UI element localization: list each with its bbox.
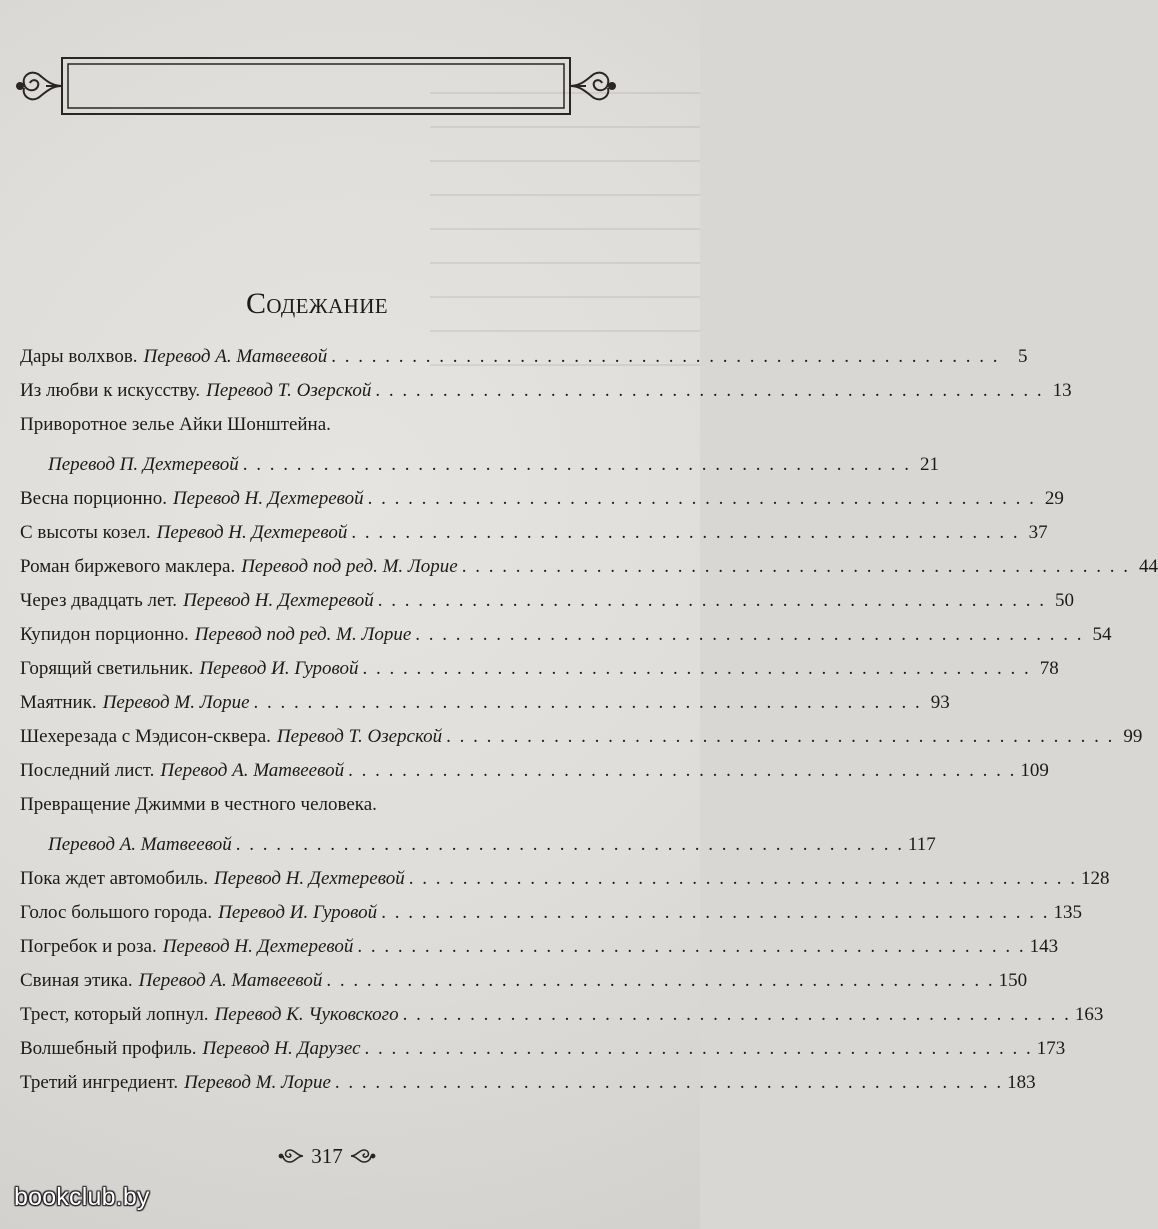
toc-entry[interactable] bbox=[20, 584, 1075, 618]
toc-entry[interactable] bbox=[20, 652, 1059, 686]
leader-dots: . . . . . . . . . . . . . . . . . . . . . . . . . . . . . . . . . . . . . . . . . . . . . . . . . . bbox=[402, 1004, 1071, 1025]
toc-entry-translator: Перевод А. Матвеевой bbox=[138, 970, 323, 991]
leader-dots: . . . . . . . . . . . . . . . . . . . . . . . . . . . . . . . . . . . . . . . . . . . . . . . . . . bbox=[364, 1038, 1033, 1059]
toc-entry-continuation[interactable] bbox=[20, 448, 939, 482]
leader-dots: . . . . . . . . . . . . . . . . . . . . . . . . . . . . . . . . . . . . . . . . . . . . . . . . . . bbox=[357, 936, 1026, 957]
toc-entry-translator: Перевод Т. Озерской bbox=[206, 380, 372, 401]
toc-entry-title: Погребок и роза. bbox=[20, 936, 157, 957]
toc-entry-translator: Перевод Т. Озерской bbox=[276, 726, 443, 747]
toc-entry-title: Роман биржевого маклера. bbox=[20, 556, 236, 577]
toc-entry-translator: Перевод Н. Дехтеревой bbox=[162, 936, 354, 957]
toc-entry-page: 117 bbox=[907, 834, 936, 855]
toc-entry-page: 13 bbox=[1052, 380, 1072, 401]
leader-dots: . . . . . . . . . . . . . . . . . . . . . . . . . . . . . . . . . . . . . . . . . . . . . . . . . . bbox=[381, 902, 1050, 923]
leader-dots: . . . . . . . . . . . . . . . . . . . . . . . . . . . . . . . . . . . . . . . . . . . . . . . . . . bbox=[415, 624, 1084, 645]
leader-dots: . . . . . . . . . . . . . . . . . . . . . . . . . . . . . . . . . . . . . . . . . . . . . . . . . . bbox=[408, 868, 1077, 889]
toc-entry-page: 183 bbox=[1007, 1072, 1036, 1093]
toc-entry-page: 54 bbox=[1092, 624, 1112, 645]
toc-entry-title: Пока ждет автомобиль. bbox=[20, 868, 209, 889]
toc-entry-title: Трест, который лопнул. bbox=[20, 1004, 209, 1025]
toc-entry[interactable] bbox=[20, 720, 1143, 754]
toc-entry-page: 21 bbox=[919, 454, 939, 475]
toc-entry-translator: Перевод М. Лорие bbox=[102, 692, 250, 713]
toc-entry-page: 50 bbox=[1055, 590, 1075, 611]
toc-entry[interactable] bbox=[20, 482, 1064, 516]
leader-dots: . . . . . . . . . . . . . . . . . . . . . . . . . . . . . . . . . . . . . . . . . . . . . . . . . . bbox=[331, 346, 1000, 367]
toc-entry-title: Через двадцать лет. bbox=[20, 590, 178, 611]
toc-entry-page: 99 bbox=[1123, 726, 1143, 747]
toc-entry-translator: Перевод под ред. М. Лорие bbox=[241, 556, 458, 577]
leader-dots: . . . . . . . . . . . . . . . . . . . . . . . . . . . . . . . . . . . . . . . . . . . . . . . . . . bbox=[326, 970, 995, 991]
toc-entry[interactable] bbox=[20, 964, 1028, 998]
toc-entry-translator: Перевод П. Дехтеревой bbox=[48, 454, 239, 475]
toc-entry-title: Из любви к искусству. bbox=[20, 380, 201, 401]
toc-entry[interactable] bbox=[20, 1032, 1066, 1066]
toc-entry-title: Свиная этика. bbox=[20, 970, 133, 991]
toc-entry-translator: Перевод Н. Дехтеревой bbox=[156, 522, 348, 543]
left-flourish-icon bbox=[279, 1146, 305, 1166]
leader-dots: . . . . . . . . . . . . . . . . . . . . . . . . . . . . . . . . . . . . . . . . . . . . . . . . . . bbox=[351, 522, 1020, 543]
toc-entry-title: Приворотное зелье Айки Шонштейна. bbox=[20, 414, 331, 435]
page-title: Содежание bbox=[245, 287, 389, 320]
toc-entry-page: 78 bbox=[1039, 658, 1059, 679]
page-number: 317 bbox=[311, 1143, 343, 1168]
leader-dots: . . . . . . . . . . . . . . . . . . . . . . . . . . . . . . . . . . . . . . . . . . . . . . . . . . bbox=[242, 454, 911, 475]
toc-entry-translator: Перевод А. Матвеевой bbox=[48, 834, 232, 855]
toc-entry-translator: Перевод А. Матвеевой bbox=[160, 760, 345, 781]
leader-dots: . . . . . . . . . . . . . . . . . . . . . . . . . . . . . . . . . . . . . . . . . . . . . . . . . . bbox=[375, 380, 1044, 401]
toc-entry-title: Третий ингредиент. bbox=[20, 1072, 179, 1093]
toc-entry-page: 5 bbox=[1018, 346, 1028, 367]
toc-entry[interactable] bbox=[20, 896, 1082, 930]
toc-entry[interactable] bbox=[20, 930, 1059, 964]
toc-entry-page: 163 bbox=[1074, 1004, 1104, 1025]
toc-entry-title: Шехерезада с Мэдисон-сквера. bbox=[20, 726, 271, 747]
toc-entry-title: Купидон порционно. bbox=[20, 624, 189, 645]
leader-dots: . . . . . . . . . . . . . . . . . . . . . . . . . . . . . . . . . . . . . . . . . . . . . . . . . . bbox=[367, 488, 1036, 509]
toc-entry-translator: Перевод И. Гуровой bbox=[199, 658, 359, 679]
toc-entry-page: 143 bbox=[1029, 936, 1059, 957]
toc-entry-title: Маятник. bbox=[20, 692, 97, 713]
toc-entry[interactable] bbox=[20, 754, 1049, 788]
toc-entry-title: Волшебный профиль. bbox=[20, 1038, 197, 1059]
toc-entry-continuation[interactable] bbox=[20, 828, 936, 862]
toc-entry[interactable] bbox=[20, 862, 1110, 896]
toc-entry[interactable] bbox=[20, 408, 628, 448]
toc-entry-page: 135 bbox=[1053, 902, 1082, 923]
toc-entry-page: 109 bbox=[1020, 760, 1049, 781]
toc-entry-title: Последний лист. bbox=[20, 760, 155, 781]
toc-entry-translator: Перевод И. Гуровой bbox=[218, 902, 378, 923]
leader-dots: . . . . . . . . . . . . . . . . . . . . . . . . . . . . . . . . . . . . . . . . . . . . . . . . . . bbox=[377, 590, 1047, 611]
toc-entry-title: Горящий светильник. bbox=[20, 658, 194, 679]
toc-entry[interactable] bbox=[20, 788, 628, 828]
toc-entry-translator: Перевод Н. Дехтеревой bbox=[172, 488, 364, 509]
table-of-contents bbox=[20, 340, 1158, 1100]
leader-dots: . . . . . . . . . . . . . . . . . . . . . . . . . . . . . . . . . . . . . . . . . . . . . . . . . . bbox=[334, 1072, 1004, 1093]
toc-entry-title: Дары волхвов. bbox=[20, 346, 138, 367]
toc-entry-translator: Перевод М. Лорие bbox=[184, 1072, 331, 1093]
toc-entry-page: 128 bbox=[1080, 868, 1110, 889]
toc-entry[interactable] bbox=[20, 1066, 1036, 1100]
leader-dots: . . . . . . . . . . . . . . . . . . . . . . . . . . . . . . . . . . . . . . . . . . . . . . . . . . bbox=[446, 726, 1115, 747]
toc-entry-translator: Перевод Н. Дарузес bbox=[202, 1038, 361, 1059]
toc-entry[interactable] bbox=[20, 374, 1072, 408]
toc-entry-title: Голос большого города. bbox=[20, 902, 213, 923]
toc-entry-title: Превращение Джимми в честного человека. bbox=[20, 794, 377, 815]
toc-entry-translator: Перевод К. Чуковского bbox=[214, 1004, 399, 1025]
toc-entry-translator: Перевод под ред. М. Лорие bbox=[194, 624, 412, 645]
toc-entry[interactable] bbox=[20, 516, 1048, 550]
toc-entry-translator: Перевод Н. Дехтеревой bbox=[214, 868, 405, 889]
toc-entry[interactable] bbox=[20, 618, 1112, 652]
toc-entry-page: 93 bbox=[930, 692, 950, 713]
leader-dots: . . . . . . . . . . . . . . . . . . . . . . . . . . . . . . . . . . . . . . . . . . . . . . . . . . bbox=[235, 834, 904, 855]
toc-entry[interactable] bbox=[20, 340, 1028, 374]
toc-entry-page: 173 bbox=[1036, 1038, 1066, 1059]
leader-dots: . . . . . . . . . . . . . . . . . . . . . . . . . . . . . . . . . . . . . . . . . . . . . . . . . . bbox=[461, 556, 1130, 577]
toc-entry-page: 37 bbox=[1028, 522, 1048, 543]
leader-dots: . . . . . . . . . . . . . . . . . . . . . . . . . . . . . . . . . . . . . . . . . . . . . . . . . . bbox=[348, 760, 1017, 781]
leader-dots: . . . . . . . . . . . . . . . . . . . . . . . . . . . . . . . . . . . . . . . . . . . . . . . . . . bbox=[362, 658, 1031, 679]
right-flourish-icon bbox=[349, 1146, 375, 1166]
toc-entry[interactable] bbox=[20, 550, 1158, 584]
toc-entry-page: 150 bbox=[998, 970, 1028, 991]
toc-entry-page: 29 bbox=[1044, 488, 1064, 509]
toc-entry-page: 44 bbox=[1138, 556, 1158, 577]
toc-entry-translator: Перевод Н. Дехтеревой bbox=[183, 590, 374, 611]
toc-entry[interactable] bbox=[20, 686, 950, 720]
toc-entry-translator: Перевод А. Матвеевой bbox=[143, 346, 328, 367]
page-number-footer bbox=[270, 1138, 384, 1174]
watermark: bookclub.by bbox=[14, 1183, 150, 1211]
toc-entry[interactable] bbox=[20, 998, 1104, 1032]
leader-dots: . . . . . . . . . . . . . . . . . . . . . . . . . . . . . . . . . . . . . . . . . . . . . . . . . . bbox=[253, 692, 922, 713]
header-ornament-frame bbox=[16, 50, 616, 122]
toc-entry-title: Весна порционно. bbox=[20, 488, 167, 509]
toc-entry-title: С высоты козел. bbox=[20, 522, 151, 543]
